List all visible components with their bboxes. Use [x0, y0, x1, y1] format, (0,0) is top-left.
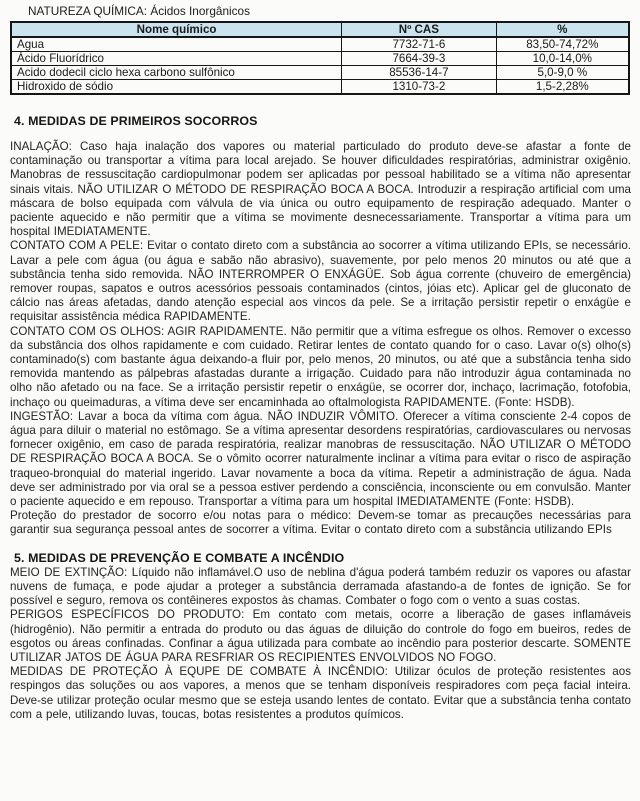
cell-chemical-name: Ácido Fluorídrico	[11, 52, 342, 66]
cell-chemical-name: Agua	[11, 37, 342, 52]
table-row	[11, 80, 629, 95]
table-row	[11, 52, 629, 66]
column-header-cas: Nº CAS	[342, 22, 497, 37]
chemical-nature-label: NATUREZA QUÍMICA: Ácidos Inorgânicos	[28, 4, 251, 18]
paragraph-contato-olhos: CONTATO COM OS OLHOS: AGIR RAPIDAMENTE. Não permitir que a vítima esfregue os olhos. Remover o excesso da substância dos olhos rapidamente e com cuidado. Retirar lentes de contato quando for o caso. Lavar o(s) olho(s) contaminado(s) com bastante água deixando-a fluir por, pelo menos, 20 minutos, ou até que a substância tenha sido removida mantendo as pálpebras afastadas durante a irrigação. Cuidado para não introduzir água contaminada no olho não afetado ou na face. Se a irritação persistir repetir o enxágüe, se ocorrer dor, inchaço, lacrimação, fotofobia, inchaço ou queimaduras, a vítima deve ser encaminhada ao oftalmologista RAPIDAMENTE. (Fonte: HSDB).	[10, 324, 631, 409]
paragraph-protecao-prestador: Proteção do prestador de socorro e/ou notas para o médico: Devem-se tomar as precauções necessárias para garantir sua segurança pessoal antes de socorrer a vítima. Evitar o contato direto com a substância utilizando EPIs	[10, 509, 631, 537]
paragraph-ingestao: INGESTÃO: Lavar a boca da vítima com água. NÃO INDUZIR VÔMITO. Oferecer a vítima consciente 2-4 copos de água para diluir o material no estômago. Se a vítima apresentar desordens respiratórias, cardiovasculares ou nervosas fornecer oxigênio, em caso de parada respiratória, realizar manobras de ressuscitação. NÃO UTILIZAR O MÉTODO DE RESPIRAÇÃO BOCA A BOCA. Se o vômito ocorrer naturalmente inclinar a vítima para evitar o risco de aspiração traqueo-bronquial do material ingerido. Lavar novamente a boca da vítima. Repetir a administração de água. Nada deve ser administrado por via oral se a pessoa estiver perdendo a consciência, inconsciente ou em convulsão. Manter o paciente aquecido e em repouso. Transportar a vítima para um hospital IMEDIATAMENTE (Fonte: HSDB).	[10, 409, 631, 509]
cell-cas-number: 85536-14-7	[342, 66, 497, 80]
paragraph-perigos-especificos: PERIGOS ESPECÍFICOS DO PRODUTO: Em contato com metais, ocorre a liberação de gases inflamáveis (hidrogênio). Não permitir a entrada do produto ou das águas de diluição do controle do fogo em bueiros, redes de esgotos ou áreas confinadas. Confinar a água utilizada para combate ao incêndio para posterior descarte. SOMENTE UTILIZAR JATOS DE ÁGUA PARA RESFRIAR OS RECIPIENTES ENVOLVIDOS NO FOGO.	[10, 608, 631, 664]
column-header-percent: %	[496, 22, 629, 37]
section-4-heading: 4. MEDIDAS DE PRIMEIROS SOCORROS	[14, 114, 258, 128]
paragraph-medidas-protecao-equipe: MEDIDAS DE PROTEÇÃO À EQUPE DE COMBATE À INCÊNDIO: Utilizar óculos de proteção resistentes aos respingos das soluções ou aos vapores, a menos que se tenham disponíveis respiradores com peça facial inteira. Deve-se utilizar proteção ocular mesmo que se esteja usando lentes de contato. Evitar que a substância tenha contato com a pele, utilizando luvas, toucas, botas resistentes a produtos químicos.	[10, 665, 631, 721]
composition-table	[10, 21, 630, 95]
cell-cas-number: 1310-73-2	[342, 80, 497, 95]
cell-chemical-name: Hidroxido de sódio	[11, 80, 342, 95]
cell-cas-number: 7732-71-6	[342, 37, 497, 52]
column-header-nome-quimico: Nome químico	[11, 22, 342, 37]
cell-percent: 1,5-2,28%	[496, 80, 629, 95]
cell-percent: 83,50-74,72%	[496, 37, 629, 52]
cell-chemical-name: Acido dodecil ciclo hexa carbono sulfônico	[11, 66, 342, 80]
paragraph-inalacao: INALAÇÃO: Caso haja inalação dos vapores ou material particulado do produto deve-se afastar a fonte de contaminação ou transportar a vítima para local arejado. Se houver dificuldades respiratórias, administrar oxigênio. Manobras de ressuscitação cardiopulmonar podem ser aplicadas por pessoal habilitado se a vítima não apresentar sinais vitais. NÃO UTILIZAR O MÉTODO DE RESPIRAÇÃO BOCA A BOCA. Introduzir a respiração artificial com uma máscara de bolso equipada com válvula de via única ou outro equipamento de respiração adequado. Manter o paciente aquecido e não permitir que a vítima se movimente desnecessariamente. Transportar a vítima para um hospital IMEDIATAMENTE.	[10, 140, 631, 239]
cell-percent: 5,0-9,0 %	[496, 66, 629, 80]
paragraph-contato-pele: CONTATO COM A PELE: Evitar o contato direto com a substância ao socorrer a vítima utilizando EPIs, se necessário. Lavar a pele com água (ou água e sabão não abrasivo), suavemente, por pelo menos 20 minutos ou até que a substância tenha sido removida. NÃO INTERROMPER O ENXÁGÜE. Sob água corrente (chuveiro de emergência) remover roupas, sapatos e outros acessórios pessoais contaminados (cintos, jóias etc). Aplicar gel de gluconato de cálcio nas áreas afetadas, dando atenção especial aos vincos da pele. Se a irritação persistir repetir o enxágüe e requisitar assistência médica RAPIDAMENTE.	[10, 239, 631, 324]
cell-cas-number: 7664-39-3	[342, 52, 497, 66]
table-header-row	[11, 22, 629, 37]
cell-percent: 10,0-14,0%	[496, 52, 629, 66]
table-row	[11, 66, 629, 80]
section-5-heading: 5. MEDIDAS DE PREVENÇÃO E COMBATE A INCÊNDIO	[14, 550, 345, 565]
table-row	[11, 37, 629, 52]
paragraph-meio-extincao: MEIO DE EXTINÇÃO: Líquido não inflamável.O uso de neblina d'água poderá também reduzir os vapores ou afastar nuvens de fumaça, e pode ajudar a proteger a substância derramada afastando-a de fontes de ignição. Se for possível e seguro, remova os contêineres expostos às chamas. Combater o fogo com o vento a suas costas.	[10, 565, 631, 608]
